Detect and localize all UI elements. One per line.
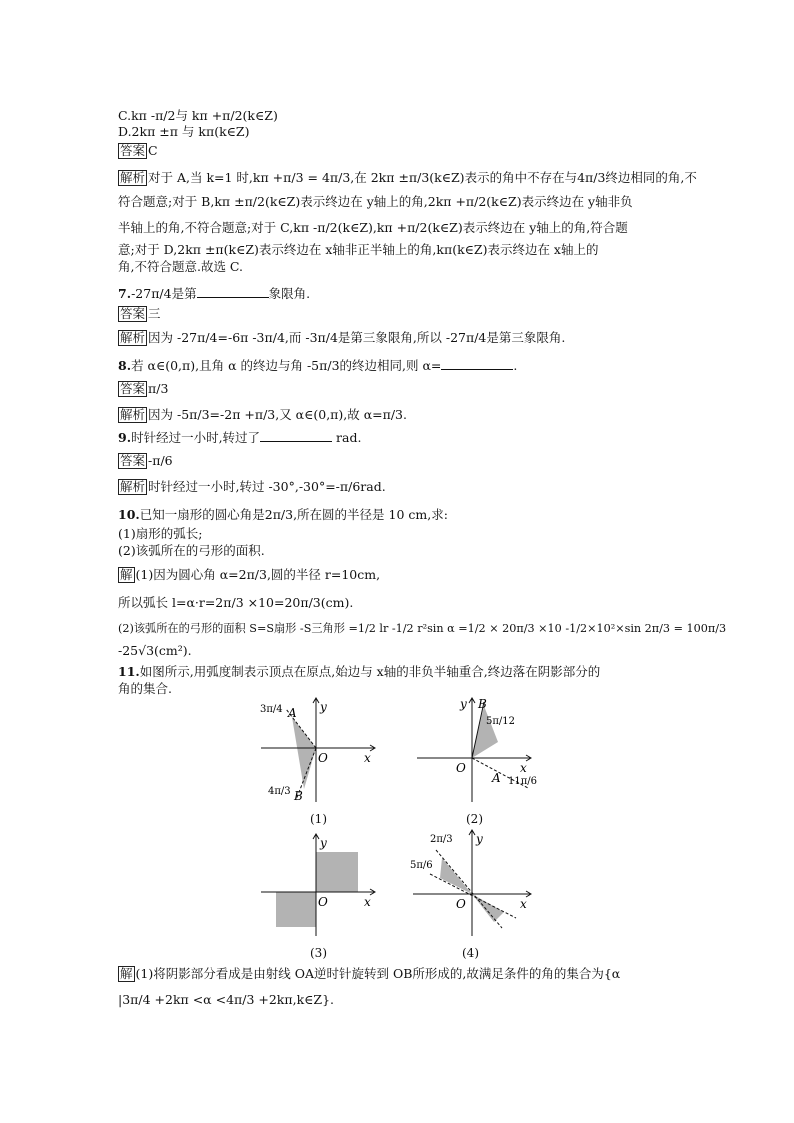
shaded-region bbox=[472, 706, 498, 758]
angle-b-label: 5π/12 bbox=[486, 716, 516, 727]
q7-number: 7. bbox=[118, 286, 132, 301]
answer-tag: 答案 bbox=[120, 143, 146, 158]
label-a: A bbox=[492, 771, 501, 785]
q9-text-end: rad. bbox=[332, 430, 362, 445]
figure-1-caption: (1) bbox=[310, 812, 327, 826]
analysis-tag: 解析 bbox=[120, 407, 146, 422]
x-label: x bbox=[364, 895, 371, 909]
x-label: x bbox=[520, 897, 527, 911]
angle-b-label: 4π/3 bbox=[268, 786, 291, 797]
origin-label: O bbox=[318, 895, 328, 909]
label-b: B bbox=[478, 697, 487, 711]
q11-solution-1 bbox=[118, 966, 620, 982]
q7-blank bbox=[197, 285, 269, 298]
analysis-tag: 解析 bbox=[120, 170, 146, 185]
q11-stem-2: 角的集合. bbox=[118, 681, 172, 696]
q6-analysis-line-3: 半轴上的角,不符合题意;对于 C,kπ -π/2(k∈Z),kπ +π/2(k∈Z)表示终边在 y轴上的角,符合题 bbox=[118, 220, 628, 235]
q8-blank bbox=[441, 357, 513, 370]
answer-text: -π/6 bbox=[148, 453, 173, 468]
q9-stem bbox=[118, 429, 361, 446]
analysis-text: 对于 A,当 k=1 时,kπ +π/3 = 4π/3,在 2kπ ±π/3(k∈Z)表示的角中不存在与4π/3终边相同的角,不 bbox=[148, 170, 697, 185]
q11-text: 如图所示,用弧度制表示顶点在原点,始边与 x轴的非负半轴重合,终边落在阴影部分的 bbox=[139, 664, 601, 679]
option-d: D.2kπ ±π 与 kπ(k∈Z) bbox=[118, 124, 250, 139]
analysis-text: 时针经过一小时,转过 -30°,-30°=-π/6rad. bbox=[148, 479, 386, 494]
q10-number: 10. bbox=[118, 507, 140, 522]
x-label: x bbox=[520, 761, 527, 775]
solution-tag: 解 bbox=[120, 966, 133, 981]
solution-tag: 解 bbox=[120, 567, 133, 582]
q9-answer bbox=[118, 453, 173, 469]
q11-number: 11. bbox=[118, 664, 140, 679]
y-label: y bbox=[320, 700, 327, 714]
answer-text: 三 bbox=[148, 306, 161, 321]
angle-a-label: 11π/6 bbox=[508, 776, 538, 787]
solution-text: (1)将阴影部分看成是由射线 OA逆时针旋转到 OB所形成的,故满足条件的角的集合为{α bbox=[135, 966, 621, 981]
angle-5pi-6-label: 5π/6 bbox=[410, 860, 433, 871]
q11-stem-1 bbox=[118, 664, 600, 680]
q7-text: -27π/4是第 bbox=[131, 286, 197, 301]
q7-analysis bbox=[118, 330, 565, 346]
origin-label: O bbox=[456, 897, 466, 911]
label-a: A bbox=[288, 706, 297, 720]
q7-text-end: 象限角. bbox=[268, 286, 311, 301]
label-b: B bbox=[294, 789, 303, 803]
q6-analysis-line-2: 符合题意;对于 B,kπ ±π/2(k∈Z)表示终边在 y轴上的角,2kπ +π/2(k∈Z)表示终边在 y轴非负 bbox=[118, 194, 633, 209]
ray-2pi-3 bbox=[436, 850, 502, 928]
solution-text: (1)因为圆心角 α=2π/3,圆的半径 r=10cm, bbox=[135, 567, 381, 582]
y-label: y bbox=[476, 832, 483, 846]
q6-answer bbox=[118, 143, 158, 159]
q8-answer bbox=[118, 381, 168, 397]
answer-text: π/3 bbox=[148, 381, 169, 396]
figure-2 bbox=[412, 696, 542, 806]
answer-text: C bbox=[148, 143, 158, 158]
analysis-text: 因为 -5π/3=-2π +π/3,又 α∈(0,π),故 α=π/3. bbox=[148, 407, 407, 422]
q8-analysis bbox=[118, 407, 407, 423]
q10-part-2: (2)该弧所在的弓形的面积. bbox=[118, 543, 265, 558]
q10-solution-4: -25√3(cm²). bbox=[118, 643, 192, 658]
q7-answer bbox=[118, 306, 161, 322]
q10-solution-3: (2)该弧所在的弓形的面积 S=S扇形 -S三角形 =1/2 lr -1/2 r²sin α =1/2 × 20π/3 ×10 -1/2×10²×sin 2π/3 = 100π/3 bbox=[118, 622, 727, 635]
answer-tag: 答案 bbox=[120, 453, 146, 468]
q11-solution-2: |3π/4 +2kπ <α <4π/3 +2kπ,k∈Z}. bbox=[118, 992, 335, 1007]
angle-a-label: 3π/4 bbox=[260, 704, 283, 715]
figure-3 bbox=[256, 832, 386, 940]
figure-4-caption: (4) bbox=[462, 946, 479, 960]
shaded-region-quadrant-1 bbox=[316, 852, 358, 892]
answer-tag: 答案 bbox=[120, 381, 146, 396]
figure-2-caption: (2) bbox=[466, 812, 483, 826]
q9-blank bbox=[260, 429, 332, 442]
figure-3-caption: (3) bbox=[310, 946, 327, 960]
q6-analysis-line-5: 角,不符合题意.故选 C. bbox=[118, 259, 244, 274]
figure-1 bbox=[256, 696, 386, 806]
q7-stem bbox=[118, 285, 310, 302]
origin-label: O bbox=[318, 751, 328, 765]
q8-text-end: . bbox=[513, 358, 518, 373]
q10-solution-1 bbox=[118, 567, 380, 583]
q9-text: 时针经过一小时,转过了 bbox=[131, 430, 261, 445]
q10-solution-2: 所以弧长 l=α·r=2π/3 ×10=20π/3(cm). bbox=[118, 595, 354, 610]
q6-analysis-line-4: 意;对于 D,2kπ ±π(k∈Z)表示终边在 x轴非正半轴上的角,kπ(k∈Z)表示终边在 x轴上的 bbox=[118, 242, 599, 257]
shaded-region-quadrant-3 bbox=[276, 892, 316, 927]
q8-stem bbox=[118, 357, 517, 374]
q8-text: 若 α∈(0,π),且角 α 的终边与角 -5π/3的终边相同,则 α= bbox=[131, 358, 442, 373]
q10-part-1: (1)扇形的弧长; bbox=[118, 526, 203, 541]
y-label: y bbox=[320, 836, 327, 850]
ray-5pi-6 bbox=[430, 874, 516, 918]
q8-number: 8. bbox=[118, 358, 132, 373]
x-label: x bbox=[364, 751, 371, 765]
q9-analysis bbox=[118, 479, 386, 495]
analysis-tag: 解析 bbox=[120, 330, 146, 345]
q10-text: 已知一扇形的圆心角是2π/3,所在圆的半径是 10 cm,求: bbox=[139, 507, 448, 522]
answer-tag: 答案 bbox=[120, 306, 146, 321]
q6-analysis-line-1 bbox=[118, 170, 697, 186]
q10-stem bbox=[118, 507, 448, 523]
analysis-tag: 解析 bbox=[120, 479, 146, 494]
option-c: C.kπ -π/2与 kπ +π/2(k∈Z) bbox=[118, 108, 278, 123]
origin-label: O bbox=[456, 761, 466, 775]
q9-number: 9. bbox=[118, 430, 132, 445]
shaded-region-upper bbox=[440, 858, 472, 894]
y-label: y bbox=[460, 697, 467, 711]
analysis-text: 因为 -27π/4=-6π -3π/4,而 -3π/4是第三象限角,所以 -27π/4是第三象限角. bbox=[148, 330, 566, 345]
angle-2pi-3-label: 2π/3 bbox=[430, 834, 453, 845]
figure-4 bbox=[408, 828, 538, 940]
